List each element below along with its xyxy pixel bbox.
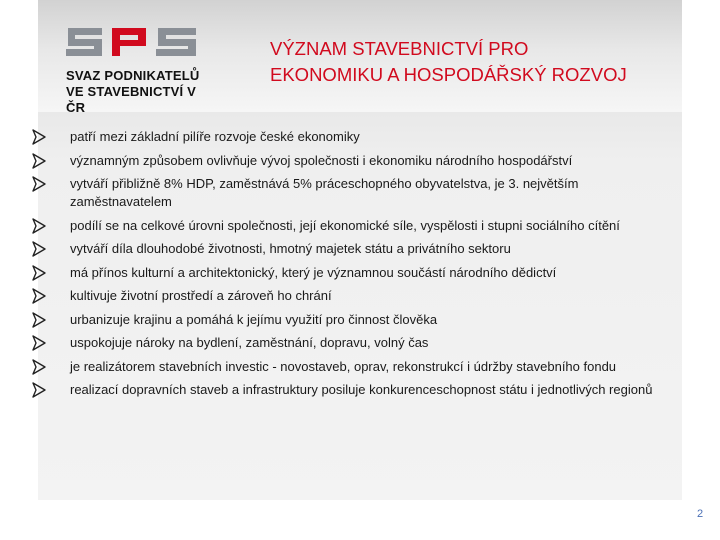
title-line-2: EKONOMIKU A HOSPODÁŘSKÝ ROZVOJ — [270, 64, 627, 85]
bullet-text: uspokojuje nároky na bydlení, zaměstnání, dopravu, volný čas — [70, 335, 429, 350]
bullet-item — [32, 358, 672, 376]
arrow-bullet-icon — [32, 359, 46, 375]
bullet-list — [32, 128, 672, 405]
bullet-item — [32, 264, 672, 282]
bullet-item — [32, 175, 672, 211]
bullet-text: realizací dopravních staveb a infrastruktury posiluje konkurenceschopnost státu i jednotlivých regionů — [70, 382, 653, 397]
arrow-bullet-icon — [32, 335, 46, 351]
bullet-text: má přínos kulturní a architektonický, který je významnou součástí národního dědictví — [70, 264, 557, 280]
page-number: 2 — [696, 508, 704, 520]
sps-logo-letters — [62, 22, 204, 62]
arrow-bullet-icon — [32, 241, 46, 257]
bullet-item — [32, 381, 672, 399]
bullet-item — [32, 240, 672, 258]
bullet-text: kultivuje životní prostředí a zároveň ho chrání — [70, 288, 332, 303]
bullet-text: urbanizuje krajinu a pomáhá k jejímu využití pro činnost člověka — [70, 311, 438, 327]
arrow-bullet-icon — [32, 153, 46, 169]
arrow-bullet-icon — [32, 288, 46, 304]
arrow-bullet-icon — [32, 265, 46, 281]
arrow-bullet-icon — [32, 129, 46, 145]
bullet-item — [32, 311, 672, 329]
title-line-1: VÝZNAM STAVEBNICTVÍ PRO — [270, 38, 529, 59]
arrow-bullet-icon — [32, 218, 46, 234]
bullet-text: významným způsobem ovlivňuje vývoj společnosti i ekonomiku národního hospodářství — [70, 152, 573, 168]
logo-line-1: SVAZ PODNIKATELŮ — [66, 68, 200, 83]
bullet-item — [32, 287, 672, 305]
sps-logo — [62, 22, 207, 115]
bullet-text: vytváří díla dlouhodobé životnosti, hmotný majetek státu a privátního sektoru — [70, 241, 511, 256]
logo-caption — [66, 68, 211, 116]
arrow-bullet-icon — [32, 312, 46, 328]
bullet-text: je realizátorem stavebních investic - novostaveb, oprav, rekonstrukcí i údržby stavebního fondu — [70, 358, 617, 374]
bullet-item — [32, 128, 672, 146]
bullet-text: podílí se na celkové úrovni společnosti, její ekonomické síle, vyspělosti i stupni sociálního cítění — [70, 217, 620, 233]
bullet-text: patří mezi základní pilíře rozvoje české ekonomiky — [70, 129, 360, 144]
bullet-item — [32, 334, 672, 352]
arrow-bullet-icon — [32, 382, 46, 398]
logo-line-2: VE STAVEBNICTVÍ V ČR — [66, 84, 197, 115]
bullet-item — [32, 152, 672, 170]
bullet-item — [32, 217, 672, 235]
slide-title — [270, 36, 690, 88]
bullet-text: vytváří přibližně 8% HDP, zaměstnává 5% práceschopného obyvatelstva, je 3. největším zaměstnavatelem — [70, 176, 579, 209]
arrow-bullet-icon — [32, 176, 46, 192]
